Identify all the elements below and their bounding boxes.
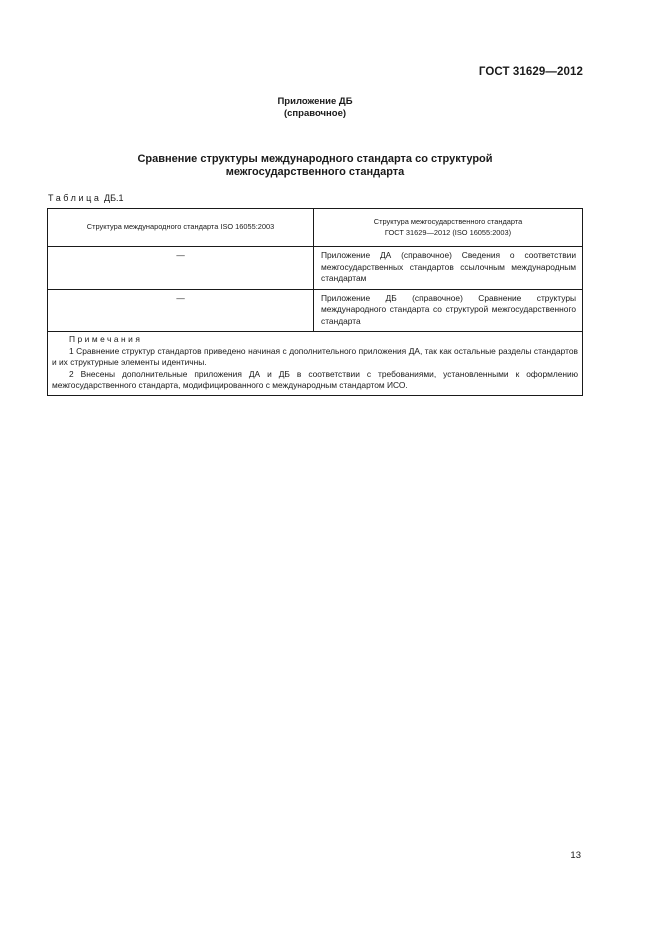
table-caption-word: Таблица [48,193,102,203]
table-notes [48,332,583,396]
table-notes-row [48,332,583,396]
table-cell-international: — [48,247,314,290]
section-title-line-1: Сравнение структуры международного стандарта со структурой [137,153,493,165]
table-cell-interstate: Приложение ДБ (справочное) Сравнение структуры международного стандарта со структурой межгосударственного стандарта [314,289,583,332]
page-number: 13 [570,850,581,861]
appendix-heading [0,96,630,120]
table-header-row [48,209,583,247]
notes-title: Примечания [69,334,143,344]
table-row [48,247,583,290]
note-item: 1 Сравнение структур стандартов приведено начиная с дополнительного приложения ДА, так как остальные разделы стандартов и их структурные элементы идентичны. [52,345,578,367]
appendix-subtitle: (справочное) [283,108,347,119]
section-title-line-2: межгосударственного стандарта [225,166,405,178]
header-interstate-structure [314,209,583,247]
note-item: 2 Внесены дополнительные приложения ДА и ДБ в соответствии с требованиями, установленными к оформлению межгосударственного стандарта, модифицированного с международным стандартом ИСО. [52,368,578,390]
table-caption-id: ДБ.1 [104,193,124,203]
section-heading [0,153,630,179]
table-cell-interstate: Приложение ДА (справочное) Сведения о соответствии межгосударственных стандартов ссылочным международным стандартам [314,247,583,290]
table-caption [48,193,124,203]
table-cell-international: — [48,289,314,332]
comparison-table [47,208,583,396]
document-code: ГОСТ 31629—2012 [478,66,583,78]
table-row [48,289,583,332]
appendix-title: Приложение ДБ [277,96,353,107]
header-interstate-line-2: ГОСТ 31629—2012 (ISO 16055:2003) [384,227,512,237]
header-interstate-line-1: Структура межгосударственного стандарта [373,217,523,226]
header-international-structure: Структура международного стандарта ISO 16055:2003 [48,209,314,247]
